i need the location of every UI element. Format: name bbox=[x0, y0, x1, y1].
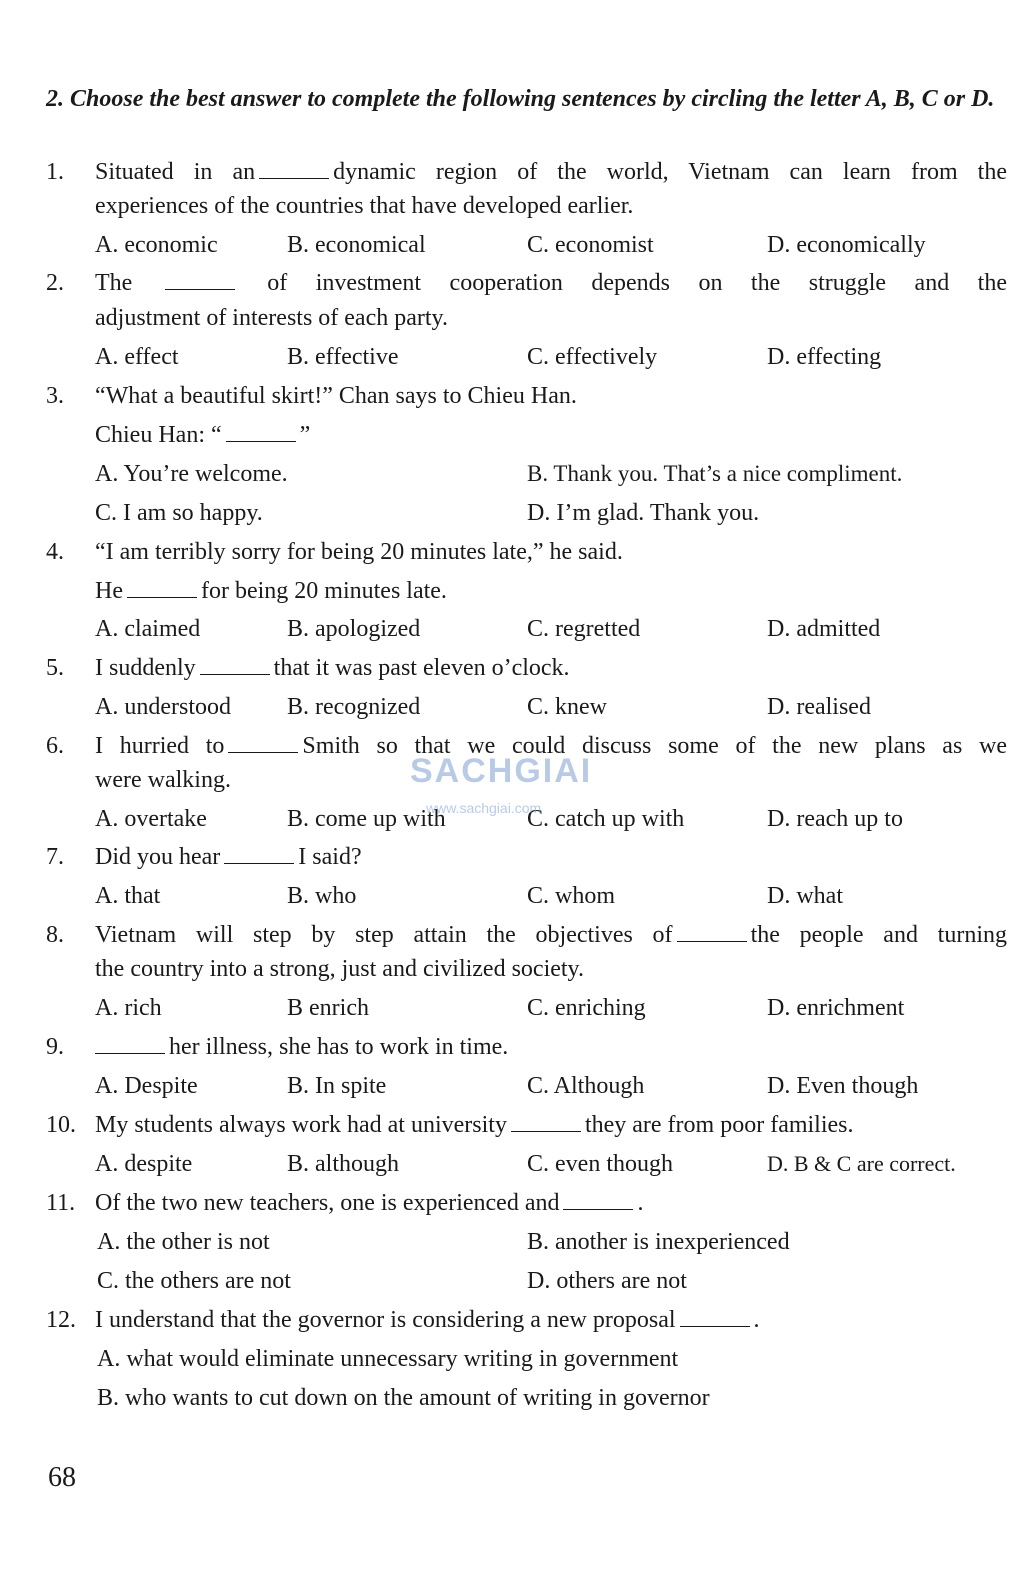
option-d[interactable]: D. effecting bbox=[767, 344, 882, 370]
option-d[interactable]: D. what bbox=[767, 883, 843, 909]
option-b[interactable]: B. In spite bbox=[287, 1073, 387, 1099]
option-a[interactable]: A. Despite bbox=[95, 1073, 198, 1099]
option-a[interactable]: A. despite bbox=[95, 1151, 193, 1177]
option-c[interactable]: C. knew bbox=[527, 694, 607, 720]
question-number: 2. bbox=[46, 270, 64, 296]
question-number: 9. bbox=[46, 1034, 64, 1060]
question-number: 7. bbox=[46, 844, 64, 870]
page-number: 68 bbox=[48, 1462, 76, 1493]
question-line: adjustment of interests of each party. bbox=[95, 305, 448, 331]
option-a[interactable]: A. economic bbox=[95, 232, 218, 258]
question-number: 4. bbox=[46, 539, 64, 565]
option-a[interactable]: A. overtake bbox=[95, 806, 207, 832]
question-line: “What a beautiful skirt!” Chan says to Chieu Han. bbox=[95, 383, 577, 409]
answer-blank bbox=[259, 158, 329, 179]
question-number: 3. bbox=[46, 383, 64, 409]
option-d[interactable]: D. I’m glad. Thank you. bbox=[527, 500, 760, 526]
option-b[interactable]: B enrich bbox=[287, 995, 369, 1021]
question-line: The of investment cooperation depends on the struggle and the bbox=[95, 270, 1007, 296]
watermark-url: www.sachgiai.com bbox=[426, 800, 542, 816]
option-a[interactable]: A. You’re welcome. bbox=[95, 461, 288, 487]
answer-blank bbox=[127, 577, 197, 598]
question-line: I understand that the governor is considering a new proposal . bbox=[95, 1307, 760, 1333]
option-b[interactable]: B. another is inexperienced bbox=[527, 1229, 790, 1255]
answer-blank bbox=[165, 269, 235, 290]
answer-blank bbox=[677, 921, 747, 942]
option-b[interactable]: B. economical bbox=[287, 232, 426, 258]
answer-blank bbox=[228, 732, 298, 753]
watermark-text: SACHGIAI bbox=[410, 752, 593, 790]
option-b[interactable]: B. recognized bbox=[287, 694, 421, 720]
option-a[interactable]: A. claimed bbox=[95, 616, 201, 642]
option-c[interactable]: C. whom bbox=[527, 883, 616, 909]
question-number: 6. bbox=[46, 733, 64, 759]
option-c[interactable]: C. the others are not bbox=[97, 1268, 291, 1294]
option-b[interactable]: B. come up with bbox=[287, 806, 446, 832]
question-number: 11. bbox=[46, 1190, 76, 1216]
answer-blank bbox=[563, 1189, 633, 1210]
question-line: her illness, she has to work in time. bbox=[95, 1030, 1007, 1064]
option-a[interactable]: A. the other is not bbox=[97, 1229, 270, 1255]
question-line: I hurried to Smith so that we could discuss some of the new plans as we bbox=[95, 733, 1008, 759]
question-line: were walking. bbox=[95, 767, 231, 793]
option-c[interactable]: C. I am so happy. bbox=[95, 500, 263, 526]
option-d[interactable]: D. B & C are correct. bbox=[767, 1151, 956, 1176]
option-c[interactable]: C. catch up with bbox=[527, 806, 685, 832]
option-b[interactable]: B. effective bbox=[287, 344, 399, 370]
answer-blank bbox=[680, 1306, 750, 1327]
answer-blank bbox=[200, 654, 270, 675]
answer-blank bbox=[511, 1111, 581, 1132]
question-line: experiences of the countries that have developed earlier. bbox=[95, 193, 634, 219]
option-d[interactable]: D. economically bbox=[767, 232, 926, 258]
question-line: My students always work had at university they are from poor families. bbox=[95, 1112, 854, 1138]
question-line: “I am terribly sorry for being 20 minutes late,” he said. bbox=[95, 539, 623, 565]
option-c[interactable]: C. enriching bbox=[527, 995, 646, 1021]
question-line: Vietnam will step by step attain the objectives of the people and turning bbox=[95, 922, 1008, 948]
option-b[interactable]: B. who bbox=[287, 883, 357, 909]
question-number: 1. bbox=[46, 159, 64, 185]
option-d[interactable]: D. others are not bbox=[527, 1268, 687, 1294]
option-c[interactable]: C. even though bbox=[527, 1151, 673, 1177]
option-b[interactable]: B. apologized bbox=[287, 616, 421, 642]
answer-blank bbox=[224, 843, 294, 864]
option-a[interactable]: A. effect bbox=[95, 344, 179, 370]
question-line: Of the two new teachers, one is experienced and . bbox=[95, 1190, 644, 1216]
question-line: He for being 20 minutes late. bbox=[95, 578, 447, 604]
option-a[interactable]: A. understood bbox=[95, 694, 231, 720]
option-c[interactable]: C. Although bbox=[527, 1073, 645, 1099]
option-b[interactable]: B. although bbox=[287, 1151, 399, 1177]
option-c[interactable]: C. effectively bbox=[527, 344, 658, 370]
option-b[interactable]: B. who wants to cut down on the amount of writing in governor bbox=[97, 1385, 710, 1411]
question-line: the country into a strong, just and civilized society. bbox=[95, 956, 584, 982]
answer-blank bbox=[226, 421, 296, 442]
option-c[interactable]: C. regretted bbox=[527, 616, 641, 642]
option-d[interactable]: D. admitted bbox=[767, 616, 881, 642]
option-a[interactable]: A. that bbox=[95, 883, 161, 909]
question-number: 8. bbox=[46, 922, 64, 948]
exercise-instruction: 2. Choose the best answer to complete the following sentences by circling the letter A, B, C or D. bbox=[46, 86, 995, 112]
question-number: 12. bbox=[46, 1307, 76, 1333]
question-line: Situated in an dynamic region of the world, Vietnam can learn from the bbox=[95, 159, 1008, 185]
option-d[interactable]: D. reach up to bbox=[767, 806, 903, 832]
answer-blank bbox=[95, 1033, 165, 1054]
question-number: 10. bbox=[46, 1112, 76, 1138]
question-line: Chieu Han: “ ” bbox=[95, 422, 311, 448]
option-d[interactable]: D. enrichment bbox=[767, 995, 905, 1021]
option-b[interactable]: B. Thank you. That’s a nice compliment. bbox=[527, 461, 903, 486]
option-a[interactable]: A. rich bbox=[95, 995, 162, 1021]
option-d[interactable]: D. Even though bbox=[767, 1073, 919, 1099]
question-line: I suddenly that it was past eleven o’clock. bbox=[95, 655, 570, 681]
question-line: Did you hear I said? bbox=[95, 844, 362, 870]
option-a[interactable]: A. what would eliminate unnecessary writing in government bbox=[97, 1346, 679, 1372]
option-c[interactable]: C. economist bbox=[527, 232, 654, 258]
question-number: 5. bbox=[46, 655, 64, 681]
option-d[interactable]: D. realised bbox=[767, 694, 871, 720]
